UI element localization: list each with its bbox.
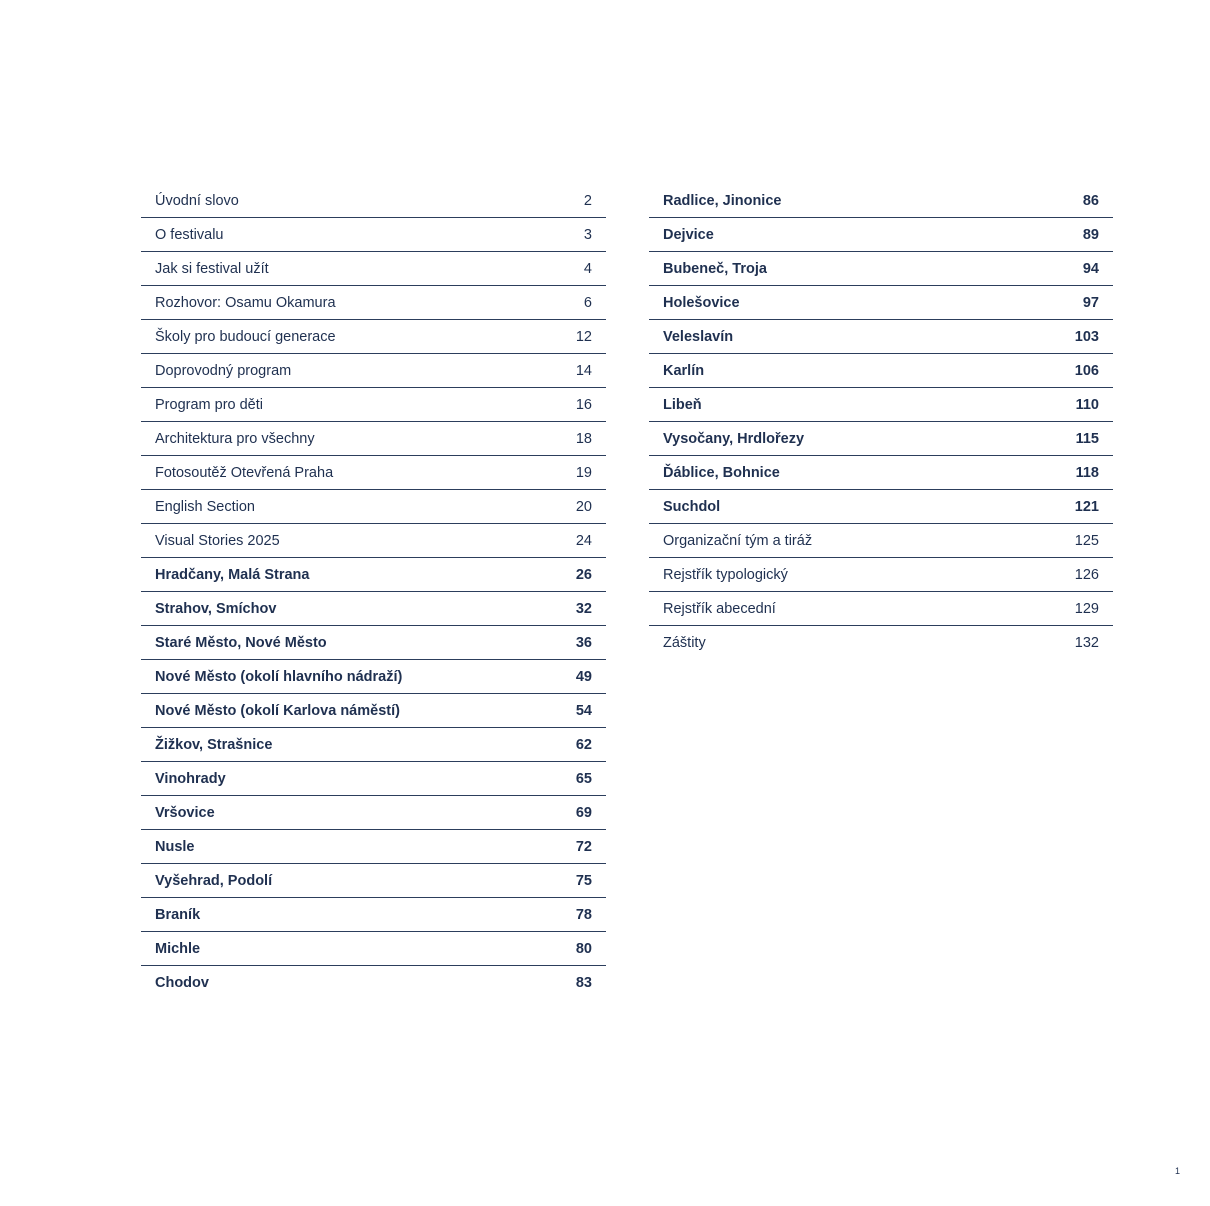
toc-entry[interactable]	[141, 728, 606, 762]
toc-entry[interactable]	[141, 796, 606, 830]
toc-entry[interactable]	[141, 524, 606, 558]
toc-entry-title: Strahov, Smíchov	[155, 600, 277, 617]
toc-entry-page: 103	[1074, 328, 1099, 345]
toc-entry[interactable]	[649, 354, 1113, 388]
toc-entry-page: 80	[575, 940, 592, 957]
toc-entry[interactable]	[141, 660, 606, 694]
toc-entry[interactable]	[649, 286, 1113, 320]
toc-entry-page: 75	[575, 872, 592, 889]
toc-entry[interactable]	[141, 592, 606, 626]
toc-entry-page: 97	[1082, 294, 1099, 311]
toc-entry-page: 12	[575, 328, 592, 345]
toc-entry-title: Vysočany, Hrdlořezy	[663, 430, 805, 447]
toc-entry-page: 115	[1075, 430, 1099, 447]
toc-entry-page: 20	[575, 498, 592, 515]
toc-entry-page: 94	[1082, 260, 1099, 277]
toc-entry[interactable]	[141, 762, 606, 796]
toc-entry-page: 4	[583, 260, 592, 277]
toc-entry-page: 18	[575, 430, 592, 447]
toc-entry-title: Žižkov, Strašnice	[155, 736, 273, 753]
toc-entry-title: Nové Město (okolí hlavního nádraží)	[155, 668, 403, 685]
toc-entry[interactable]	[141, 558, 606, 592]
toc-column-right	[649, 184, 1113, 660]
toc-entry[interactable]	[141, 830, 606, 864]
toc-entry-title: Program pro děti	[155, 396, 263, 413]
toc-entry-page: 16	[575, 396, 592, 413]
toc-entry-title: Ďáblice, Bohnice	[663, 464, 780, 481]
toc-entry[interactable]	[141, 252, 606, 286]
toc-entry[interactable]	[141, 354, 606, 388]
toc-entry[interactable]	[649, 626, 1113, 660]
toc-entry[interactable]	[141, 388, 606, 422]
toc-entry[interactable]	[649, 218, 1113, 252]
toc-entry-page: 89	[1082, 226, 1099, 243]
toc-entry-title: Bubeneč, Troja	[663, 260, 767, 277]
toc-entry-page: 110	[1075, 396, 1099, 413]
toc-entry[interactable]	[649, 524, 1113, 558]
toc-entry-page: 125	[1074, 532, 1099, 549]
toc-entry-title: Karlín	[663, 362, 705, 379]
toc-entry-page: 132	[1074, 635, 1099, 651]
toc-entry-page: 6	[583, 294, 592, 311]
toc-entry[interactable]	[649, 490, 1113, 524]
toc-entry[interactable]	[141, 456, 606, 490]
toc-entry-page: 14	[575, 362, 592, 379]
toc-entry-title: Visual Stories 2025	[155, 532, 280, 549]
toc-entry-title: Nusle	[155, 838, 195, 855]
toc-entry-title: Doprovodný program	[155, 362, 292, 379]
toc-entry[interactable]	[141, 864, 606, 898]
toc-entry-page: 26	[575, 566, 592, 583]
toc-entry-title: Záštity	[663, 635, 706, 651]
toc-entry[interactable]	[141, 422, 606, 456]
toc-entry-title: Libeň	[663, 396, 702, 413]
toc-entry[interactable]	[141, 694, 606, 728]
toc-entry-title: Organizační tým a tiráž	[663, 532, 813, 549]
toc-entry-title: Úvodní slovo	[155, 192, 239, 209]
toc-entry-page: 126	[1074, 566, 1099, 583]
toc-entry-title: Rejstřík abecední	[663, 600, 776, 617]
toc-entry-title: Rejstřík typologický	[663, 566, 788, 583]
toc-entry-page: 2	[583, 192, 592, 209]
toc-entry-title: Radlice, Jinonice	[663, 192, 782, 209]
toc-entry-page: 83	[575, 975, 592, 991]
page-number: 1	[1174, 1166, 1180, 1176]
toc-entry[interactable]	[649, 558, 1113, 592]
toc-column-left	[141, 184, 606, 1000]
toc-entry-title: Staré Město, Nové Město	[155, 634, 327, 651]
toc-entry-title: Michle	[155, 940, 201, 957]
toc-entry[interactable]	[649, 456, 1113, 490]
toc-entry-page: 62	[575, 736, 592, 753]
toc-entry-page: 129	[1074, 600, 1099, 617]
toc-entry[interactable]	[649, 184, 1113, 218]
toc-entry-page: 106	[1074, 362, 1099, 379]
toc-entry-title: Suchdol	[663, 498, 721, 515]
toc-entry[interactable]	[649, 422, 1113, 456]
toc-entry-title: Dejvice	[663, 226, 714, 243]
toc-entry-page: 86	[1082, 192, 1099, 209]
toc-entry-title: English Section	[155, 498, 255, 515]
toc-entry[interactable]	[141, 898, 606, 932]
toc-entry-title: Školy pro budoucí generace	[155, 328, 336, 345]
toc-entry-page: 24	[575, 532, 592, 549]
toc-entry-title: Fotosoutěž Otevřená Praha	[155, 464, 334, 481]
toc-entry[interactable]	[141, 490, 606, 524]
toc-entry-title: Jak si festival užít	[155, 260, 269, 277]
toc-entry-title: Vinohrady	[155, 770, 226, 787]
toc-entry-page: 69	[575, 804, 592, 821]
toc-entry[interactable]	[141, 320, 606, 354]
toc-entry-title: Architektura pro všechny	[155, 430, 315, 447]
toc-entry[interactable]	[141, 626, 606, 660]
toc-entry-page: 32	[575, 600, 592, 617]
toc-entry-page: 121	[1074, 498, 1099, 515]
toc-entry-page: 3	[583, 226, 592, 243]
toc-entry-page: 19	[575, 464, 592, 481]
toc-entry-title: Vyšehrad, Podolí	[155, 872, 273, 889]
toc-entry[interactable]	[141, 932, 606, 966]
toc-entry[interactable]	[141, 218, 606, 252]
toc-entry-page: 36	[575, 634, 592, 651]
toc-entry-title: Vršovice	[155, 804, 215, 821]
toc-entry[interactable]	[649, 592, 1113, 626]
toc-entry-title: Braník	[155, 906, 201, 923]
toc-entry-page: 65	[575, 770, 592, 787]
toc-entry[interactable]	[649, 320, 1113, 354]
toc-entry[interactable]	[649, 252, 1113, 286]
toc-entry-title: Veleslavín	[663, 328, 734, 345]
toc-entry-title: Holešovice	[663, 294, 740, 311]
toc-entry-page: 118	[1075, 464, 1099, 481]
toc-entry-title: Hradčany, Malá Strana	[155, 566, 310, 583]
toc-entry-title: O festivalu	[155, 226, 224, 243]
toc-entry-title: Rozhovor: Osamu Okamura	[155, 294, 336, 311]
toc-entry[interactable]	[141, 286, 606, 320]
toc-entry-page: 54	[575, 702, 592, 719]
toc-entry-page: 72	[575, 838, 592, 855]
toc-entry[interactable]	[141, 184, 606, 218]
toc-entry-page: 49	[575, 668, 592, 685]
toc-entry-title: Nové Město (okolí Karlova náměstí)	[155, 702, 400, 719]
toc-entry[interactable]	[649, 388, 1113, 422]
toc-entry-page: 78	[575, 906, 592, 923]
toc-entry-title: Chodov	[155, 975, 209, 991]
toc-entry[interactable]	[141, 966, 606, 1000]
